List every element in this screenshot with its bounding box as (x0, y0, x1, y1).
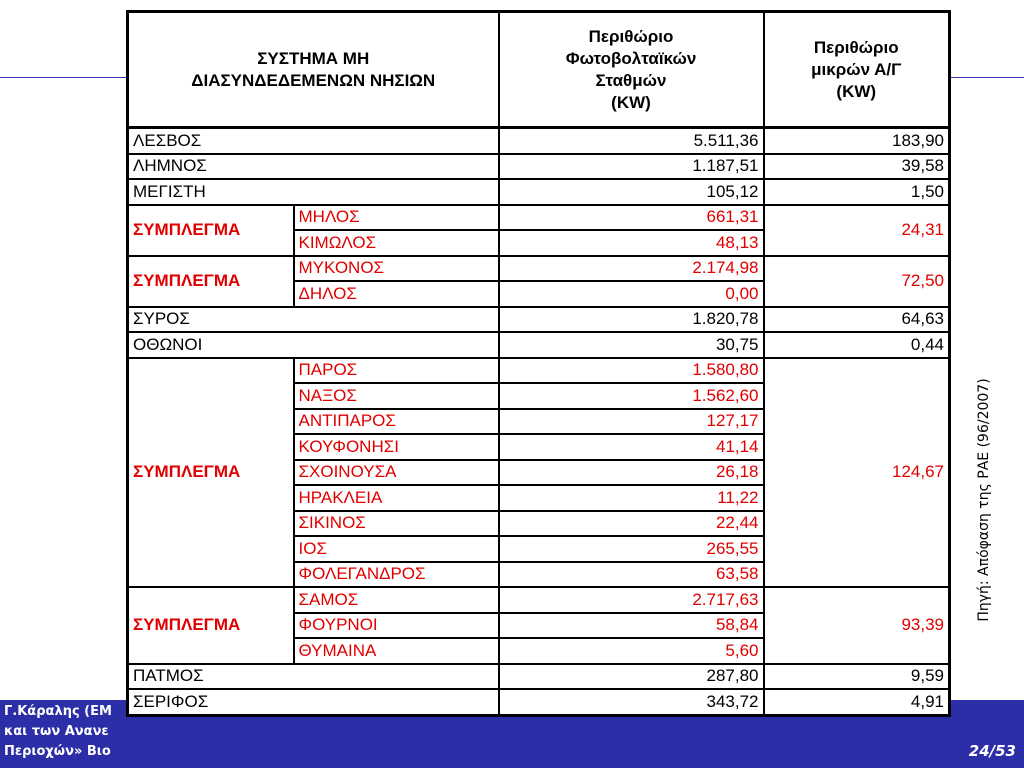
cluster-pv-margin-cell: 48,13 (499, 230, 764, 256)
table-row (128, 307, 950, 333)
table-row (128, 128, 950, 154)
cluster-island-name-cell: ΦΟΛΕΓΑΝΔΡΟΣ (294, 562, 499, 588)
cluster-island-name-cell: ΜΗΛΟΣ (294, 205, 499, 231)
cluster-label-cell: ΣΥΜΠΛΕΓΜΑ (128, 587, 294, 664)
table-row (128, 256, 950, 282)
header-pv-margin (499, 12, 764, 128)
header-pv-line: Περιθώριο (588, 26, 674, 46)
header-system-line: ΔΙΑΣΥΝΔΕΔΕΜΕΝΩΝ ΝΗΣΙΩΝ (191, 70, 436, 90)
header-pv-line: (KW) (611, 92, 651, 112)
header-wind-line: (KW) (836, 81, 877, 101)
cluster-wind-margin-cell: 93,39 (764, 587, 950, 664)
cluster-pv-margin-cell: 22,44 (499, 511, 764, 537)
title-rule-right (950, 77, 1024, 78)
cluster-wind-margin-cell: 72,50 (764, 256, 950, 307)
wind-margin-cell: 9,59 (764, 664, 950, 690)
title-rule-left (0, 77, 126, 78)
cluster-island-name-cell: ΚΟΥΦΟΝΗΣΙ (294, 434, 499, 460)
cluster-pv-margin-cell: 0,00 (499, 281, 764, 307)
pv-margin-cell: 287,80 (499, 664, 764, 690)
pv-margin-cell: 1.187,51 (499, 154, 764, 180)
table-row (128, 358, 950, 384)
header-system (128, 12, 499, 128)
cluster-label-cell: ΣΥΜΠΛΕΓΜΑ (128, 205, 294, 256)
source-note: Πηγή: Απόφαση της ΡΑΕ (96/2007) (976, 378, 992, 622)
header-wind-margin (764, 12, 950, 128)
island-name-cell: ΠΑΤΜΟΣ (128, 664, 499, 690)
wind-margin-cell: 4,91 (764, 689, 950, 715)
wind-margin-cell: 183,90 (764, 128, 950, 154)
cluster-pv-margin-cell: 58,84 (499, 613, 764, 639)
table-row (128, 154, 950, 180)
wind-margin-cell: 39,58 (764, 154, 950, 180)
cluster-label-cell: ΣΥΜΠΛΕΓΜΑ (128, 256, 294, 307)
table-row (128, 689, 950, 715)
cluster-island-name-cell: ΜΥΚΟΝΟΣ (294, 256, 499, 282)
table-row (128, 205, 950, 231)
cluster-island-name-cell: ΣΧΟΙΝΟΥΣΑ (294, 460, 499, 486)
cluster-wind-margin-cell: 124,67 (764, 358, 950, 588)
header-pv-line: Φωτοβολταϊκών (565, 48, 697, 68)
footer-author-line: Γ.Κάραλης (ΕΜ (4, 704, 112, 719)
cluster-island-name-cell: ΘΥΜΑΙΝΑ (294, 638, 499, 664)
header-wind-line: μικρών Α/Γ (811, 59, 902, 79)
island-name-cell: ΜΕΓΙΣΤΗ (128, 179, 499, 205)
cluster-island-name-cell: ΙΟΣ (294, 536, 499, 562)
header-pv-line: Σταθμών (595, 70, 667, 90)
cluster-wind-margin-cell: 24,31 (764, 205, 950, 256)
island-name-cell: ΛΗΜΝΟΣ (128, 154, 499, 180)
pv-margin-cell: 1.820,78 (499, 307, 764, 333)
table-row (128, 664, 950, 690)
cluster-island-name-cell: ΔΗΛΟΣ (294, 281, 499, 307)
islands-margin-table (126, 10, 951, 717)
island-name-cell: ΣΕΡΙΦΟΣ (128, 689, 499, 715)
page-number: 24/53 (968, 742, 1016, 760)
header-wind-line: Περιθώριο (813, 37, 899, 57)
cluster-pv-margin-cell: 11,22 (499, 485, 764, 511)
table-header-row (128, 12, 950, 128)
cluster-pv-margin-cell: 63,58 (499, 562, 764, 588)
footer-title-line: και των Ανανε (4, 724, 109, 739)
cluster-pv-margin-cell: 5,60 (499, 638, 764, 664)
wind-margin-cell: 0,44 (764, 332, 950, 358)
island-name-cell: ΛΕΣΒΟΣ (128, 128, 499, 154)
island-name-cell: ΟΘΩΝΟΙ (128, 332, 499, 358)
cluster-pv-margin-cell: 265,55 (499, 536, 764, 562)
wind-margin-cell: 1,50 (764, 179, 950, 205)
cluster-island-name-cell: ΑΝΤΙΠΑΡΟΣ (294, 409, 499, 435)
cluster-island-name-cell: ΚΙΜΩΛΟΣ (294, 230, 499, 256)
pv-margin-cell: 30,75 (499, 332, 764, 358)
cluster-pv-margin-cell: 661,31 (499, 205, 764, 231)
footer-venue-line: Περιοχών» Βιο (4, 744, 111, 759)
header-system-line: ΣΥΣΤΗΜΑ ΜΗ (257, 48, 370, 68)
cluster-island-name-cell: ΗΡΑΚΛΕΙΑ (294, 485, 499, 511)
table-row (128, 587, 950, 613)
cluster-pv-margin-cell: 2.717,63 (499, 587, 764, 613)
cluster-island-name-cell: ΠΑΡΟΣ (294, 358, 499, 384)
wind-margin-cell: 64,63 (764, 307, 950, 333)
cluster-pv-margin-cell: 1.580,80 (499, 358, 764, 384)
cluster-pv-margin-cell: 1.562,60 (499, 383, 764, 409)
island-name-cell: ΣΥΡΟΣ (128, 307, 499, 333)
cluster-island-name-cell: ΝΑΞΟΣ (294, 383, 499, 409)
cluster-pv-margin-cell: 26,18 (499, 460, 764, 486)
cluster-pv-margin-cell: 41,14 (499, 434, 764, 460)
cluster-label-cell: ΣΥΜΠΛΕΓΜΑ (128, 358, 294, 588)
pv-margin-cell: 343,72 (499, 689, 764, 715)
table-body (128, 128, 950, 716)
cluster-pv-margin-cell: 127,17 (499, 409, 764, 435)
pv-margin-cell: 105,12 (499, 179, 764, 205)
cluster-island-name-cell: ΦΟΥΡΝΟΙ (294, 613, 499, 639)
pv-margin-cell: 5.511,36 (499, 128, 764, 154)
cluster-island-name-cell: ΣΑΜΟΣ (294, 587, 499, 613)
cluster-island-name-cell: ΣΙΚΙΝΟΣ (294, 511, 499, 537)
table-row (128, 179, 950, 205)
cluster-pv-margin-cell: 2.174,98 (499, 256, 764, 282)
table-row (128, 332, 950, 358)
